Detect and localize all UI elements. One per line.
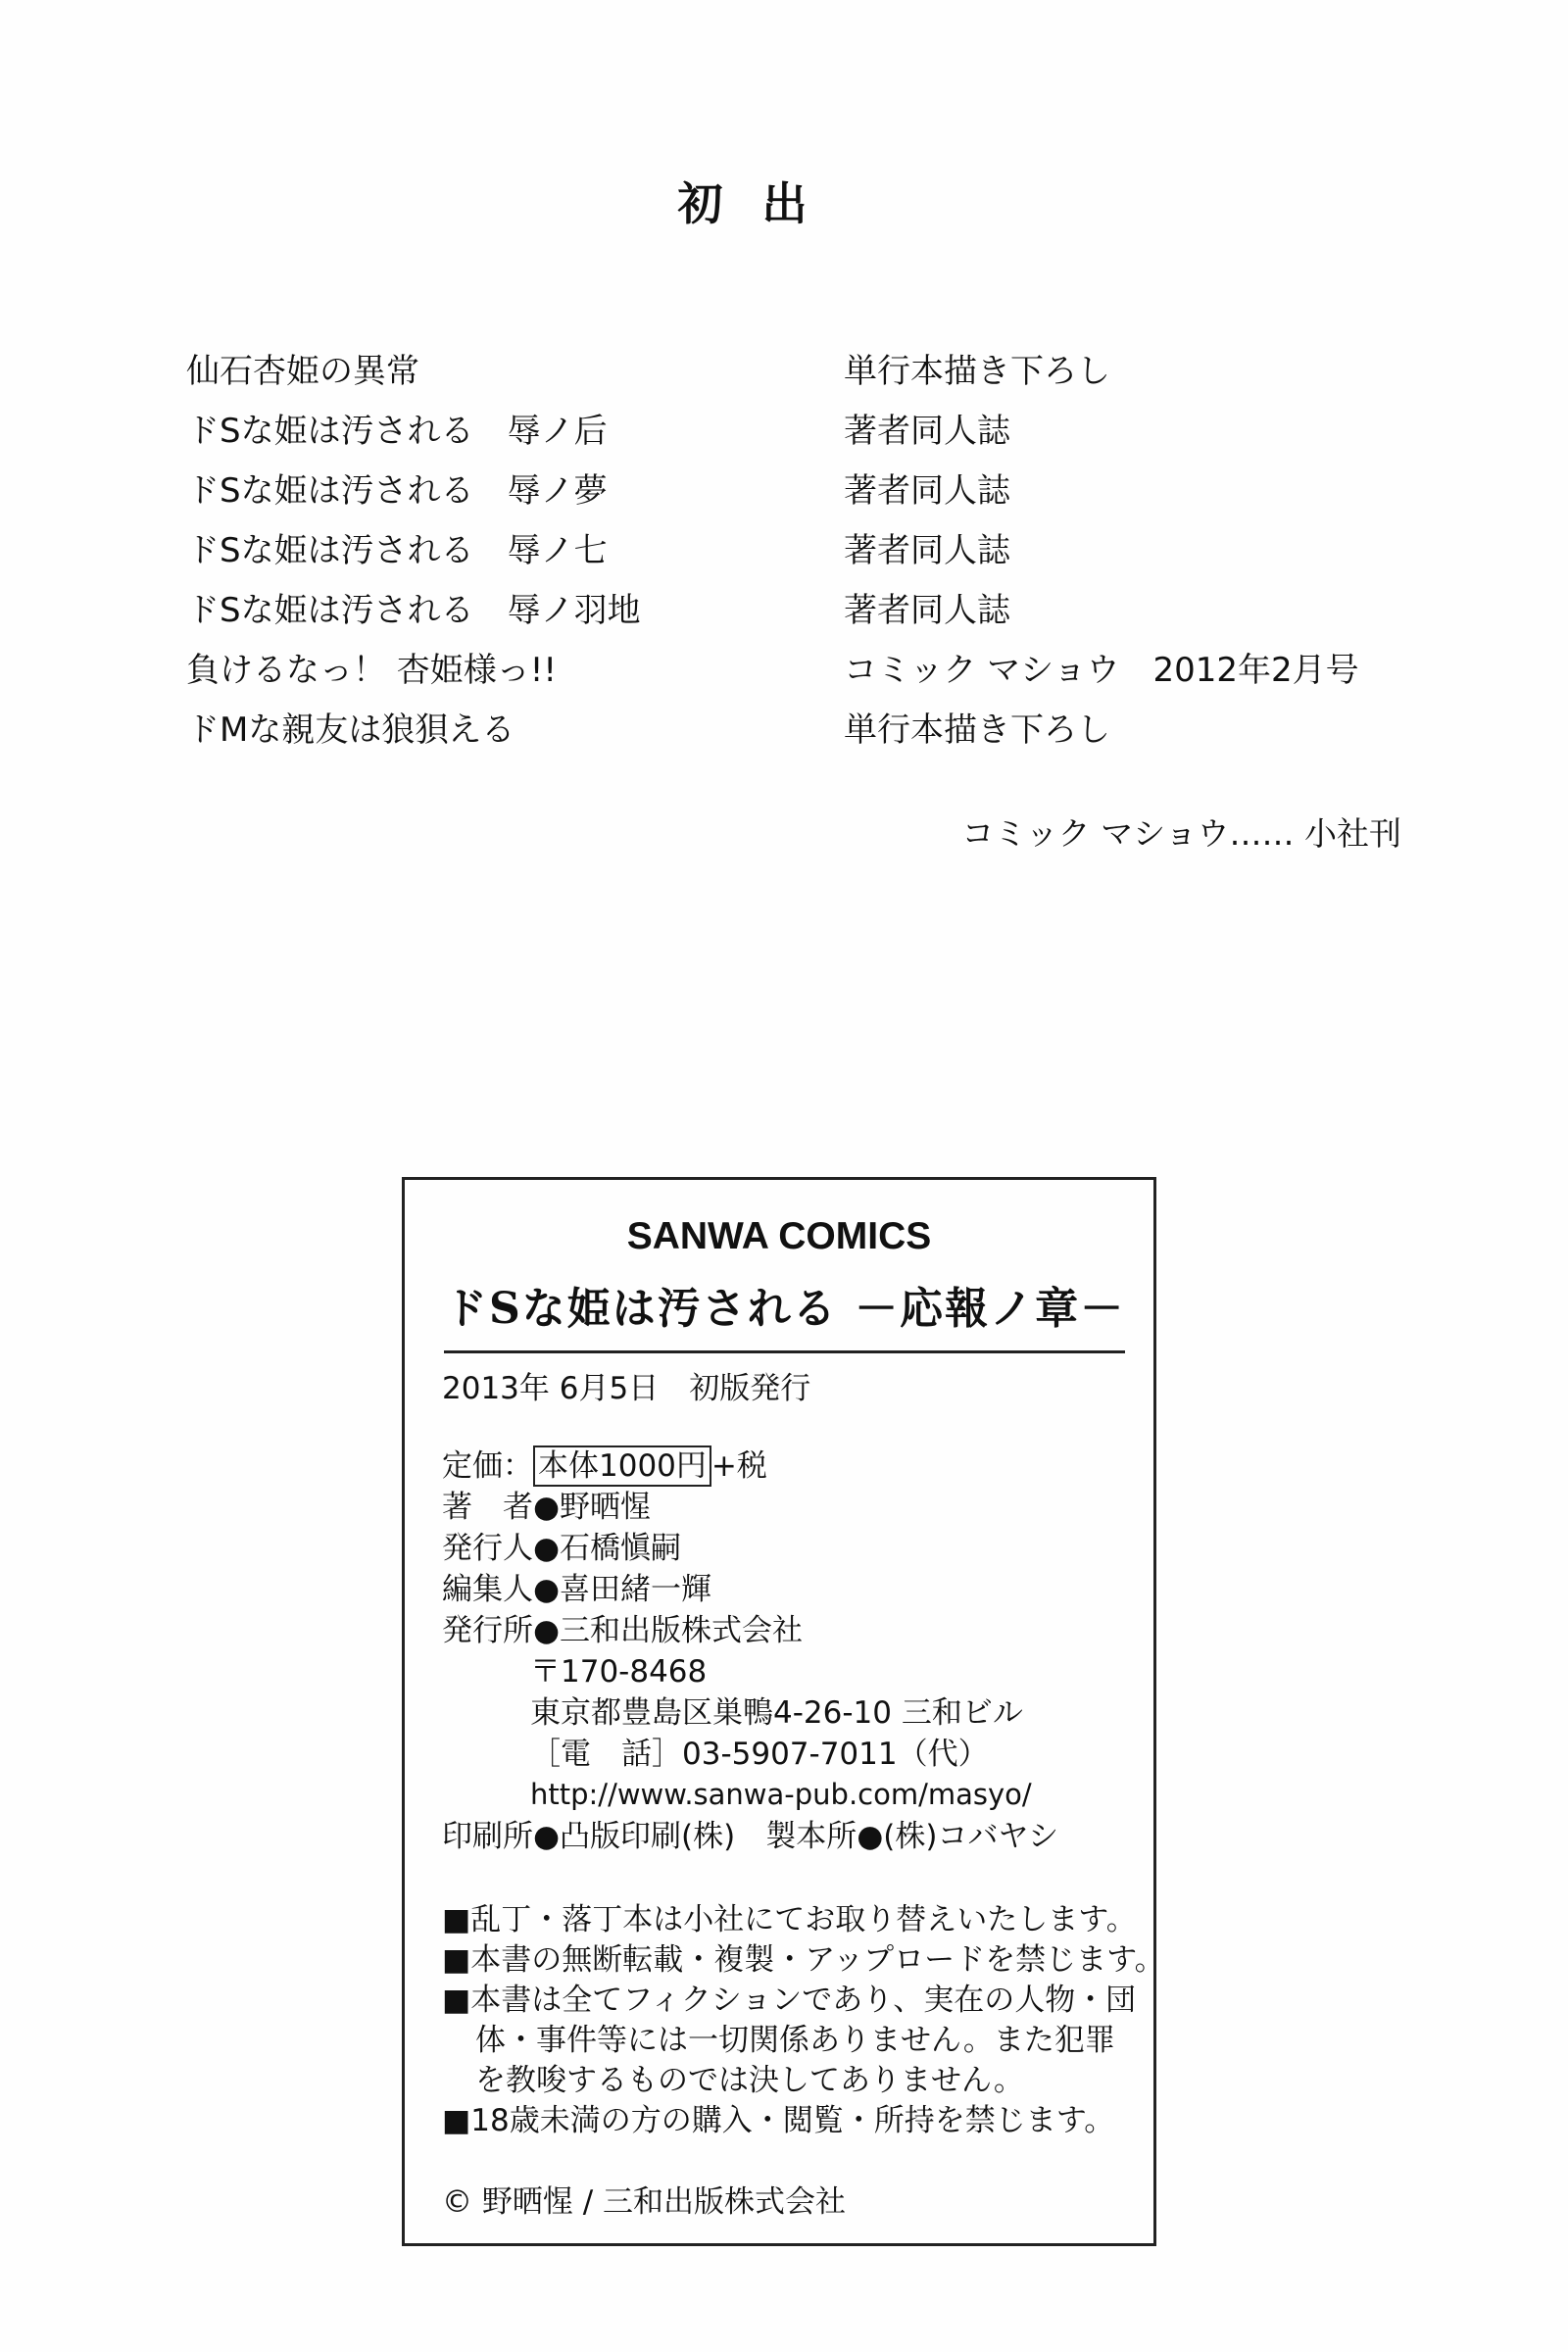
page-heading: 初出 [677,177,847,230]
publisher-line: 発行所●三和出版株式会社 [442,1613,804,1648]
brand-label: SANWA COMICS [626,1215,932,1257]
price-tax: +税 [710,1448,767,1484]
list-item-source: 著者同人誌 [844,591,1010,630]
list-item-title: ドMな親友は狼狽える [186,710,515,750]
list-item-title: ドSな姫は汚される 辱ノ后 [186,412,608,451]
website-link[interactable]: http://www.sanwa-pub.com/masyo/ [530,1778,1032,1811]
list-item-title: 負けるなっ！ 杏姫様っ!! [186,651,558,690]
printer-line: 印刷所●凸版印刷(株) 製本所●(株)コバヤシ [442,1819,1059,1854]
notice: 体・事件等には一切関係ありません。また犯罪 [475,2023,1115,2058]
publisher-note: コミック マショウ…… 小社刊 [961,814,1401,853]
phone: ［電 話］03-5907-7011（代） [530,1737,989,1772]
price-label: 定価： [442,1448,533,1484]
author-line: 著 者●野晒惺 [442,1490,652,1525]
postal-code: 〒170-8468 [530,1654,708,1690]
notice: ■乱丁・落丁本は小社にてお取り替えいたします。 [442,1902,1137,1937]
list-item-source: 著者同人誌 [844,412,1010,451]
publication-date: 2013年 6月5日 初版発行 [442,1371,811,1406]
list-item-source: 単行本描き下ろし [844,710,1110,750]
list-item-title: ドSな姫は汚される 辱ノ羽地 [186,591,641,630]
book-title: ドSな姫は汚される －応報ノ章－ [444,1284,1126,1334]
list-item-source: コミック マショウ 2012年2月号 [844,651,1359,690]
title-divider [444,1350,1125,1353]
price-line [442,1448,767,1484]
notice: ■本書の無断転載・複製・アップロードを禁じます。 [442,1942,1165,1978]
issuer-line: 発行人●石橋愼嗣 [442,1531,682,1566]
copyright: © 野晒惺 / 三和出版株式会社 [442,2184,847,2220]
list-item-title: 仙石杏姫の異常 [186,352,419,391]
list-item-source: 単行本描き下ろし [844,352,1110,391]
address: 東京都豊島区巣鴨4-26-10 三和ビル [530,1695,1023,1731]
colophon-box [402,1177,1165,2246]
list-item-title: ドSな姫は汚される 辱ノ七 [186,531,608,570]
price-value: 本体1000円 [533,1446,711,1487]
notice: ■本書は全てフィクションであり、実在の人物・団 [442,1983,1137,2018]
notice: を教唆するものでは決してありません。 [475,2063,1024,2098]
list-item-source: 著者同人誌 [844,531,1010,570]
editor-line: 編集人●喜田緒一輝 [442,1572,712,1607]
list-item-source: 著者同人誌 [844,471,1010,511]
list-item-title: ドSな姫は汚される 辱ノ夢 [186,471,608,511]
notice: ■18歳未満の方の購入・閲覧・所持を禁じます。 [442,2103,1115,2138]
